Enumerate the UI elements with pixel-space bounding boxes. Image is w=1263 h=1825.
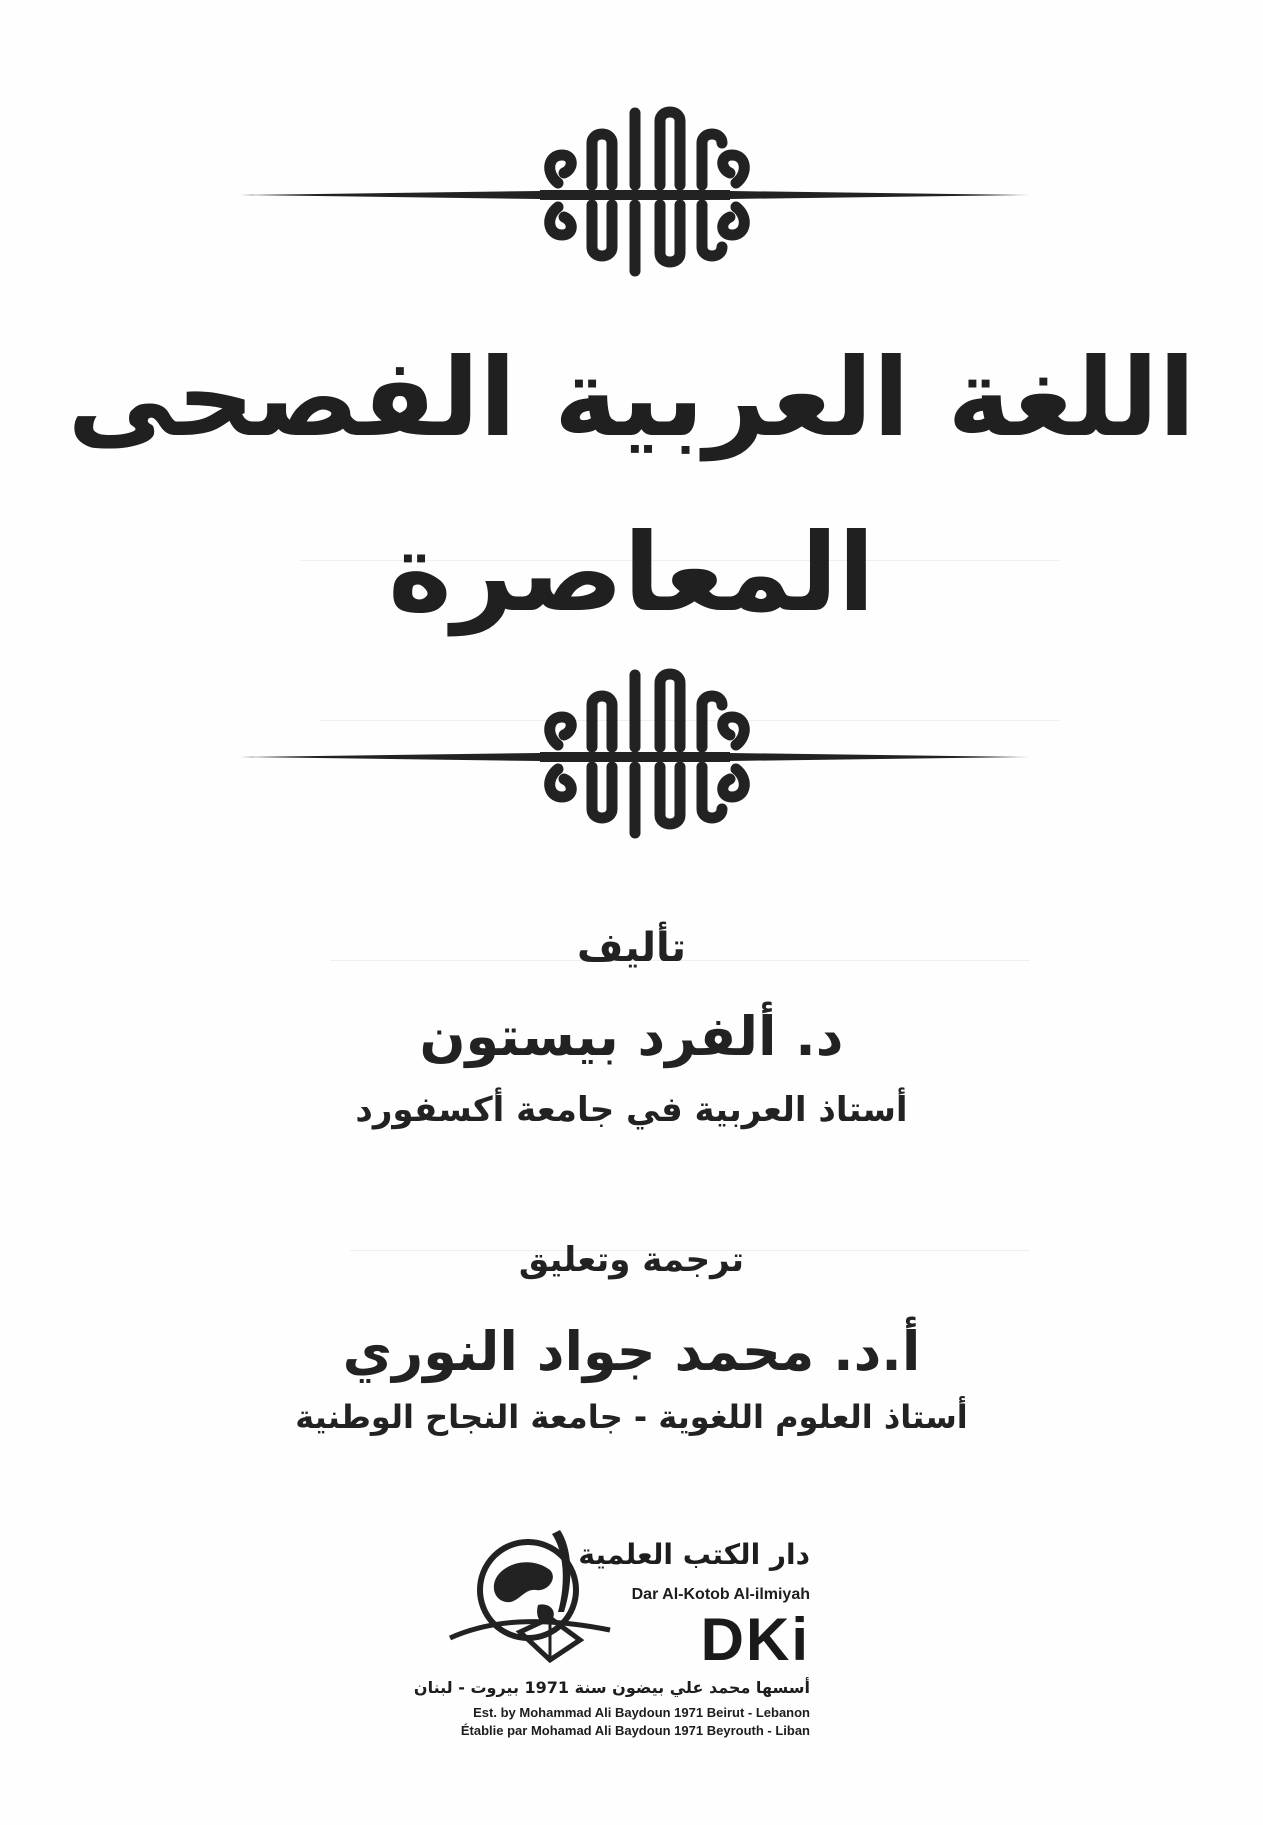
publisher-arabic-name: دار الكتب العلمية bbox=[578, 1538, 810, 1571]
publisher-block bbox=[413, 1500, 840, 1740]
kufic-knot-ornament-icon bbox=[240, 103, 1030, 278]
publisher-logo-mark: DKi bbox=[700, 1606, 810, 1673]
translator-name: أ.د. محمد جواد النوري bbox=[342, 1320, 921, 1383]
established-arabic: أسسها محمد علي بيضون سنة 1971 بيروت - لبنان bbox=[413, 1678, 810, 1697]
authored-by-label: تأليف bbox=[576, 925, 687, 971]
kufic-knot-ornament-icon bbox=[240, 665, 1030, 840]
top-ornament-icon bbox=[240, 103, 1030, 278]
translated-by-label: ترجمة وتعليق bbox=[518, 1240, 745, 1280]
book-title-line-2: المعاصرة bbox=[388, 511, 875, 636]
author-name: د. ألفرد بيستون bbox=[419, 1005, 844, 1068]
established-french: Établie par Mohamad Ali Baydoun 1971 Beyrouth - Liban bbox=[460, 1723, 810, 1738]
book-title-line-1: اللغة العربية الفصحى bbox=[67, 336, 1196, 461]
translator-position: أستاذ العلوم اللغوية - جامعة النجاح الوطنية bbox=[295, 1398, 968, 1436]
publisher-latin-name: Dar Al-Kotob Al-ilmiyah bbox=[631, 1586, 810, 1603]
author-position: أستاذ العربية في جامعة أكسفورد bbox=[355, 1090, 908, 1130]
established-english: Est. by Mohammad Ali Baydoun 1971 Beirut - Lebanon bbox=[473, 1705, 810, 1720]
bottom-ornament-icon bbox=[240, 665, 1030, 840]
